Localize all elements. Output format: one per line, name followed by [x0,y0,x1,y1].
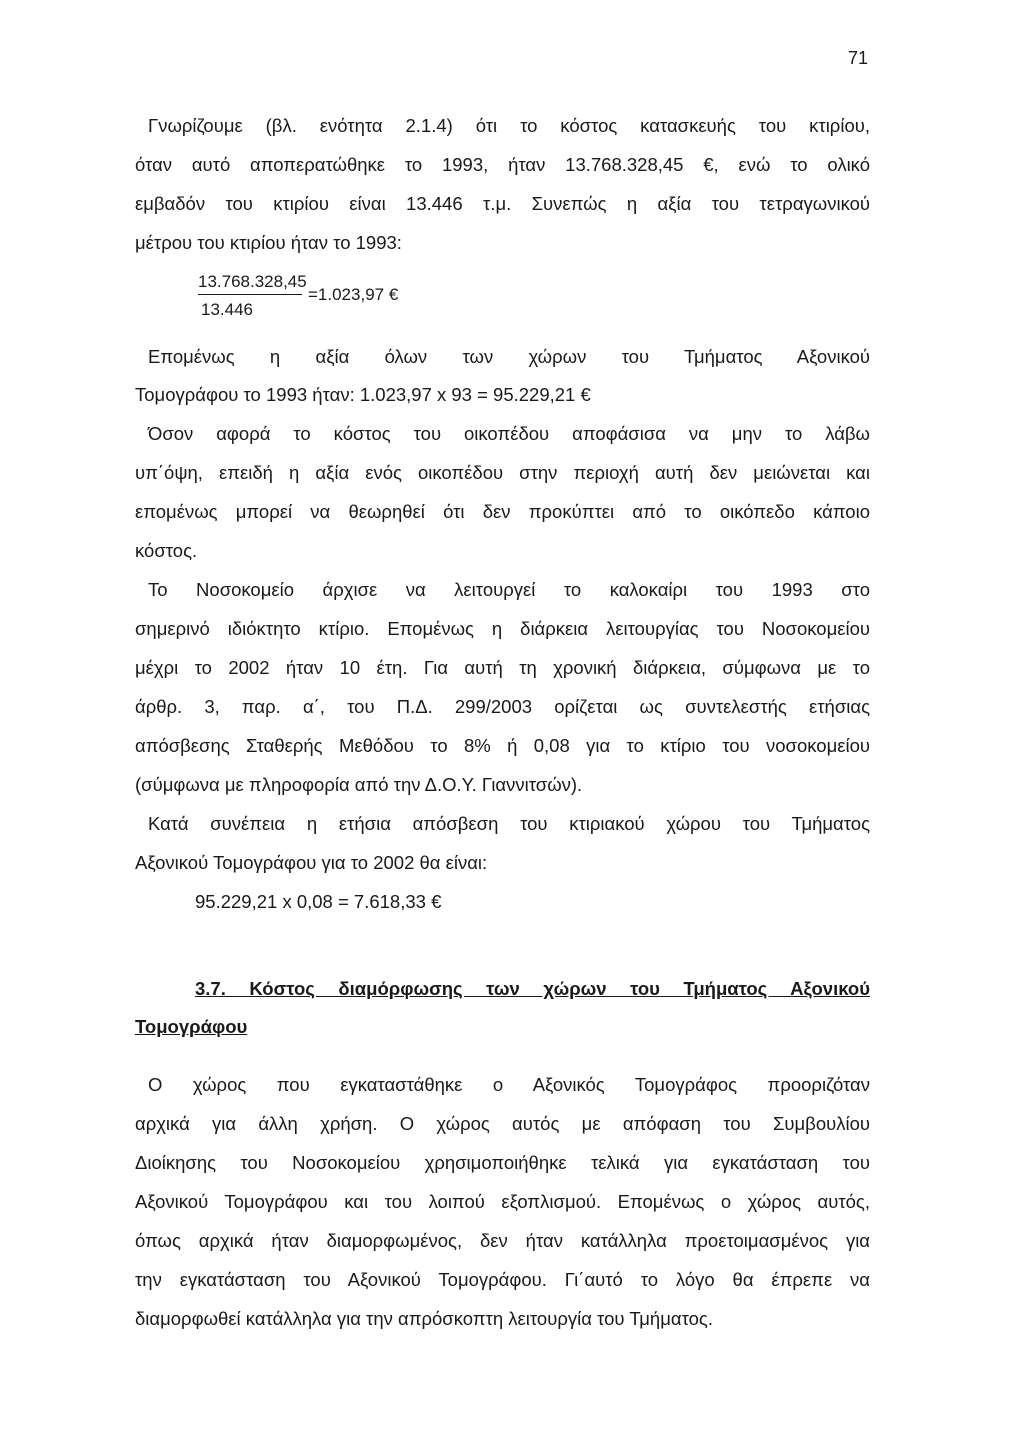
paragraph-line: κόστος. [135,540,198,561]
paragraph-line: Διοίκησης του Νοσοκομείου χρησιμοποιήθηκε τελικά για εγκατάσταση του [135,1152,870,1173]
paragraph-line: Επομένως η αξία όλων των χώρων του Τμήματος Αξονικού [148,346,870,367]
paragraph-line: υπ΄όψη, επειδή η αξία ενός οικοπέδου στην περιοχή αυτή δεν μειώνεται και [135,462,870,483]
paragraph-line: όταν αυτό αποπερατώθηκε το 1993, ήταν 13.768.328,45 €, ενώ το ολικό [135,154,870,175]
section-heading: 3.7. Κόστος διαμόρφωσης των χώρων του Τμήματος Αξονικού [195,978,870,999]
paragraph-line: διαμορφωθεί κατάλληλα για την απρόσκοπτη λειτουργία του Τμήματος. [135,1308,713,1329]
fraction-denominator: 13.446 [201,300,253,319]
paragraph-line: (σύμφωνα με πληροφορία από την Δ.Ο.Υ. Γιαννιτσών). [135,774,583,795]
fraction-bar [198,294,302,295]
paragraph-line: όπως αρχικά ήταν διαμορφωμένος, δεν ήταν κατάλληλα προετοιμασμένος για [135,1230,870,1251]
section-heading-continued: Τομογράφου [135,1016,248,1037]
paragraph-line: την εγκατάσταση του Αξονικού Τομογράφου. Γι΄αυτό το λόγο θα έπρεπε να [135,1269,870,1290]
paragraph-line: Τομογράφου το 1993 ήταν: 1.023,97 x 93 = 95.229,21 € [135,384,591,405]
fraction-numerator: 13.768.328,45 [198,272,307,291]
paragraph-line: Όσον αφορά το κόστος του οικοπέδου αποφάσισα να μην το λάβω [148,423,870,444]
paragraph-line: Το Νοσοκομείο άρχισε να λειτουργεί το καλοκαίρι του 1993 στο [148,579,870,600]
paragraph-line: Κατά συνέπεια η ετήσια απόσβεση του κτιριακού χώρου του Τμήματος [148,813,870,834]
paragraph-line: Αξονικού Τομογράφου για το 2002 θα είναι: [135,852,488,873]
paragraph-line: Ο χώρος που εγκαταστάθηκε ο Αξονικός Τομογράφος προοριζόταν [148,1074,870,1095]
paragraph-line: Αξονικού Τομογράφου και του λοιπού εξοπλισμού. Επομένως ο χώρος αυτός, [135,1191,870,1212]
fraction-result: =1.023,97 € [308,285,399,304]
paragraph-line: μέτρου του κτιρίου ήταν το 1993: [135,232,402,253]
paragraph-line: εμβαδόν του κτιρίου είναι 13.446 τ.μ. Συνεπώς η αξία του τετραγωνικού [135,193,870,214]
page-number: 71 [848,48,869,68]
paragraph-line: επομένως μπορεί να θεωρηθεί ότι δεν προκύπτει από το οικόπεδο κάποιο [135,501,870,522]
calculation: 95.229,21 x 0,08 = 7.618,33 € [195,891,442,912]
paragraph-line: σημερινό ιδιόκτητο κτίριο. Επομένως η διάρκεια λειτουργίας του Νοσοκομείου [135,618,870,639]
paragraph-line: μέχρι το 2002 ήταν 10 έτη. Για αυτή τη χρονική διάρκεια, σύμφωνα με το [135,657,870,678]
paragraph-line: άρθρ. 3, παρ. α΄, του Π.Δ. 299/2003 ορίζεται ως συντελεστής ετήσιας [135,696,870,717]
paragraph-line: απόσβεσης Σταθερής Μεθόδου το 8% ή 0,08 για το κτίριο του νοσοκομείου [135,735,870,756]
fraction [198,272,307,319]
paragraph-line: αρχικά για άλλη χρήση. Ο χώρος αυτός με απόφαση του Συμβουλίου [135,1113,870,1134]
paragraph-line: Γνωρίζουμε (βλ. ενότητα 2.1.4) ότι το κόστος κατασκευής του κτιρίου, [148,115,870,136]
